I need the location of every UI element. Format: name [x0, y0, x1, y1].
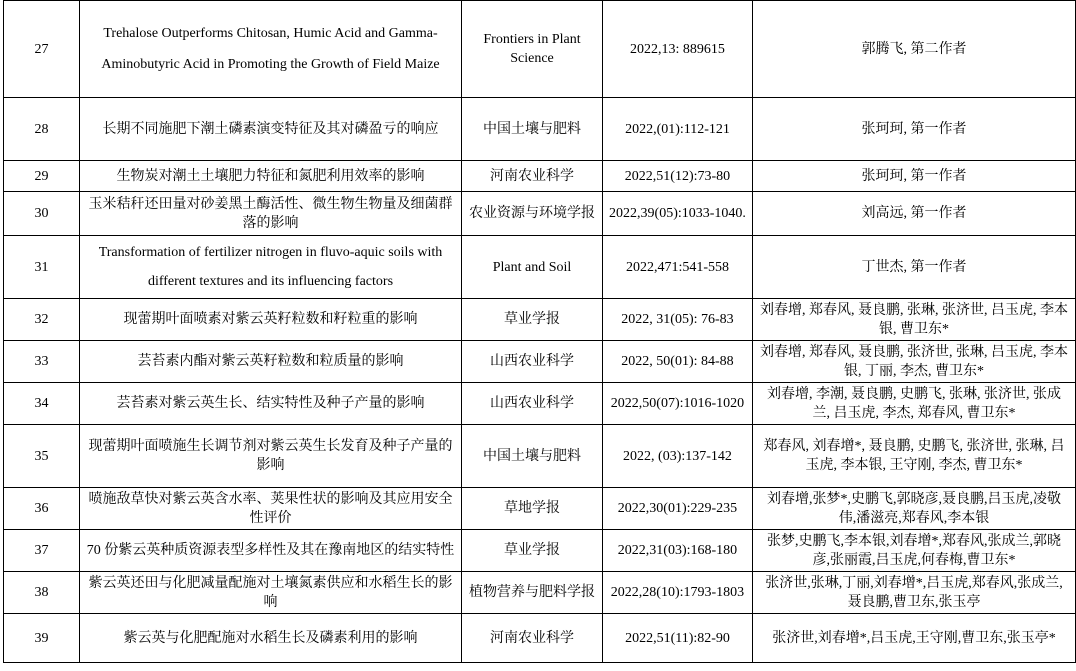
row-number: 32	[4, 299, 80, 341]
authors: 张济世,刘春增*,吕玉虎,王守刚,曹卫东,张玉亭*	[753, 614, 1076, 663]
authors: 刘高远, 第一作者	[753, 192, 1076, 236]
row-number: 34	[4, 383, 80, 425]
citation: 2022,51(12):73-80	[603, 161, 753, 192]
authors: 郑春风, 刘春增*, 聂良鹏, 史鹏飞, 张济世, 张琳, 吕玉虎, 李本银, 王守刚, 李杰, 曹卫东*	[753, 425, 1076, 488]
table-row	[4, 614, 1076, 663]
paper-title: 芸苔素对紫云英生长、结实特性及种子产量的影响	[80, 383, 462, 425]
table-row	[4, 530, 1076, 572]
table-row	[4, 98, 1076, 161]
citation: 2022,30(01):229-235	[603, 488, 753, 530]
citation: 2022,28(10):1793-1803	[603, 572, 753, 614]
authors: 张珂珂, 第一作者	[753, 98, 1076, 161]
paper-title: Trehalose Outperforms Chitosan, Humic Acid and Gamma-Aminobutyric Acid in Promoting the Growth of Field Maize	[80, 1, 462, 98]
row-number: 39	[4, 614, 80, 663]
paper-title: 玉米秸秆还田量对砂姜黑土酶活性、微生物生物量及细菌群落的影响	[80, 192, 462, 236]
table-row	[4, 341, 1076, 383]
citation: 2022,13: 889615	[603, 1, 753, 98]
table-row	[4, 488, 1076, 530]
authors: 刘春增, 李潮, 聂良鹏, 史鹏飞, 张琳, 张济世, 张成兰, 吕玉虎, 李杰, 郑春风, 曹卫东*	[753, 383, 1076, 425]
journal-name: 草业学报	[462, 299, 603, 341]
publications-table	[3, 0, 1076, 663]
table-row	[4, 299, 1076, 341]
authors: 张珂珂, 第一作者	[753, 161, 1076, 192]
citation: 2022,31(03):168-180	[603, 530, 753, 572]
row-number: 33	[4, 341, 80, 383]
table-row	[4, 572, 1076, 614]
paper-title: Transformation of fertilizer nitrogen in fluvo-aquic soils with different textures and its influencing factors	[80, 236, 462, 299]
citation: 2022,51(11):82-90	[603, 614, 753, 663]
journal-name: 山西农业科学	[462, 341, 603, 383]
row-number: 36	[4, 488, 80, 530]
paper-title: 芸苔素内酯对紫云英籽粒数和粒质量的影响	[80, 341, 462, 383]
journal-name: 草业学报	[462, 530, 603, 572]
authors: 刘春增, 郑春风, 聂良鹏, 张琳, 张济世, 吕玉虎, 李本银, 曹卫东*	[753, 299, 1076, 341]
table-row	[4, 161, 1076, 192]
paper-title: 现蕾期叶面喷素对紫云英籽粒数和籽粒重的影响	[80, 299, 462, 341]
authors: 张梦,史鹏飞,李本银,刘春增*,郑春风,张成兰,郭晓彦,张丽霞,吕玉虎,何春梅,曹卫东*	[753, 530, 1076, 572]
row-number: 35	[4, 425, 80, 488]
journal-name: 中国土壤与肥料	[462, 98, 603, 161]
table-row	[4, 383, 1076, 425]
table-row	[4, 425, 1076, 488]
citation: 2022,50(07):1016-1020	[603, 383, 753, 425]
citation: 2022, (03):137-142	[603, 425, 753, 488]
row-number: 31	[4, 236, 80, 299]
row-number: 38	[4, 572, 80, 614]
paper-title: 70 份紫云英种质资源表型多样性及其在豫南地区的结实特性	[80, 530, 462, 572]
authors: 丁世杰, 第一作者	[753, 236, 1076, 299]
citation: 2022, 50(01): 84-88	[603, 341, 753, 383]
row-number: 29	[4, 161, 80, 192]
table-row	[4, 236, 1076, 299]
citation: 2022,(01):112-121	[603, 98, 753, 161]
citation: 2022,39(05):1033-1040.	[603, 192, 753, 236]
journal-name: Frontiers in Plant Science	[462, 1, 603, 98]
authors: 刘春增, 郑春风, 聂良鹏, 张济世, 张琳, 吕玉虎, 李本银, 丁丽, 李杰, 曹卫东*	[753, 341, 1076, 383]
row-number: 28	[4, 98, 80, 161]
authors: 刘春增,张梦*,史鹏飞,郭晓彦,聂良鹏,吕玉虎,凌敬伟,潘滋亮,郑春风,李本银	[753, 488, 1076, 530]
table-row	[4, 192, 1076, 236]
paper-title: 紫云英还田与化肥减量配施对土壤氮素供应和水稻生长的影响	[80, 572, 462, 614]
table-row	[4, 1, 1076, 98]
authors: 郭腾飞, 第二作者	[753, 1, 1076, 98]
row-number: 37	[4, 530, 80, 572]
paper-title: 生物炭对潮土土壤肥力特征和氮肥利用效率的影响	[80, 161, 462, 192]
journal-name: 中国土壤与肥料	[462, 425, 603, 488]
journal-name: 河南农业科学	[462, 614, 603, 663]
row-number: 27	[4, 1, 80, 98]
paper-title: 现蕾期叶面喷施生长调节剂对紫云英生长发育及种子产量的影响	[80, 425, 462, 488]
row-number: 30	[4, 192, 80, 236]
journal-name: 山西农业科学	[462, 383, 603, 425]
journal-name: 草地学报	[462, 488, 603, 530]
journal-name: 农业资源与环境学报	[462, 192, 603, 236]
journal-name: Plant and Soil	[462, 236, 603, 299]
journal-name: 植物营养与肥料学报	[462, 572, 603, 614]
citation: 2022, 31(05): 76-83	[603, 299, 753, 341]
paper-title: 长期不同施肥下潮土磷素演变特征及其对磷盈亏的响应	[80, 98, 462, 161]
authors: 张济世,张琳,丁丽,刘春增*,吕玉虎,郑春风,张成兰,聂良鹏,曹卫东,张玉亭	[753, 572, 1076, 614]
citation: 2022,471:541-558	[603, 236, 753, 299]
journal-name: 河南农业科学	[462, 161, 603, 192]
paper-title: 喷施敌草快对紫云英含水率、荚果性状的影响及其应用安全性评价	[80, 488, 462, 530]
paper-title: 紫云英与化肥配施对水稻生长及磷素利用的影响	[80, 614, 462, 663]
